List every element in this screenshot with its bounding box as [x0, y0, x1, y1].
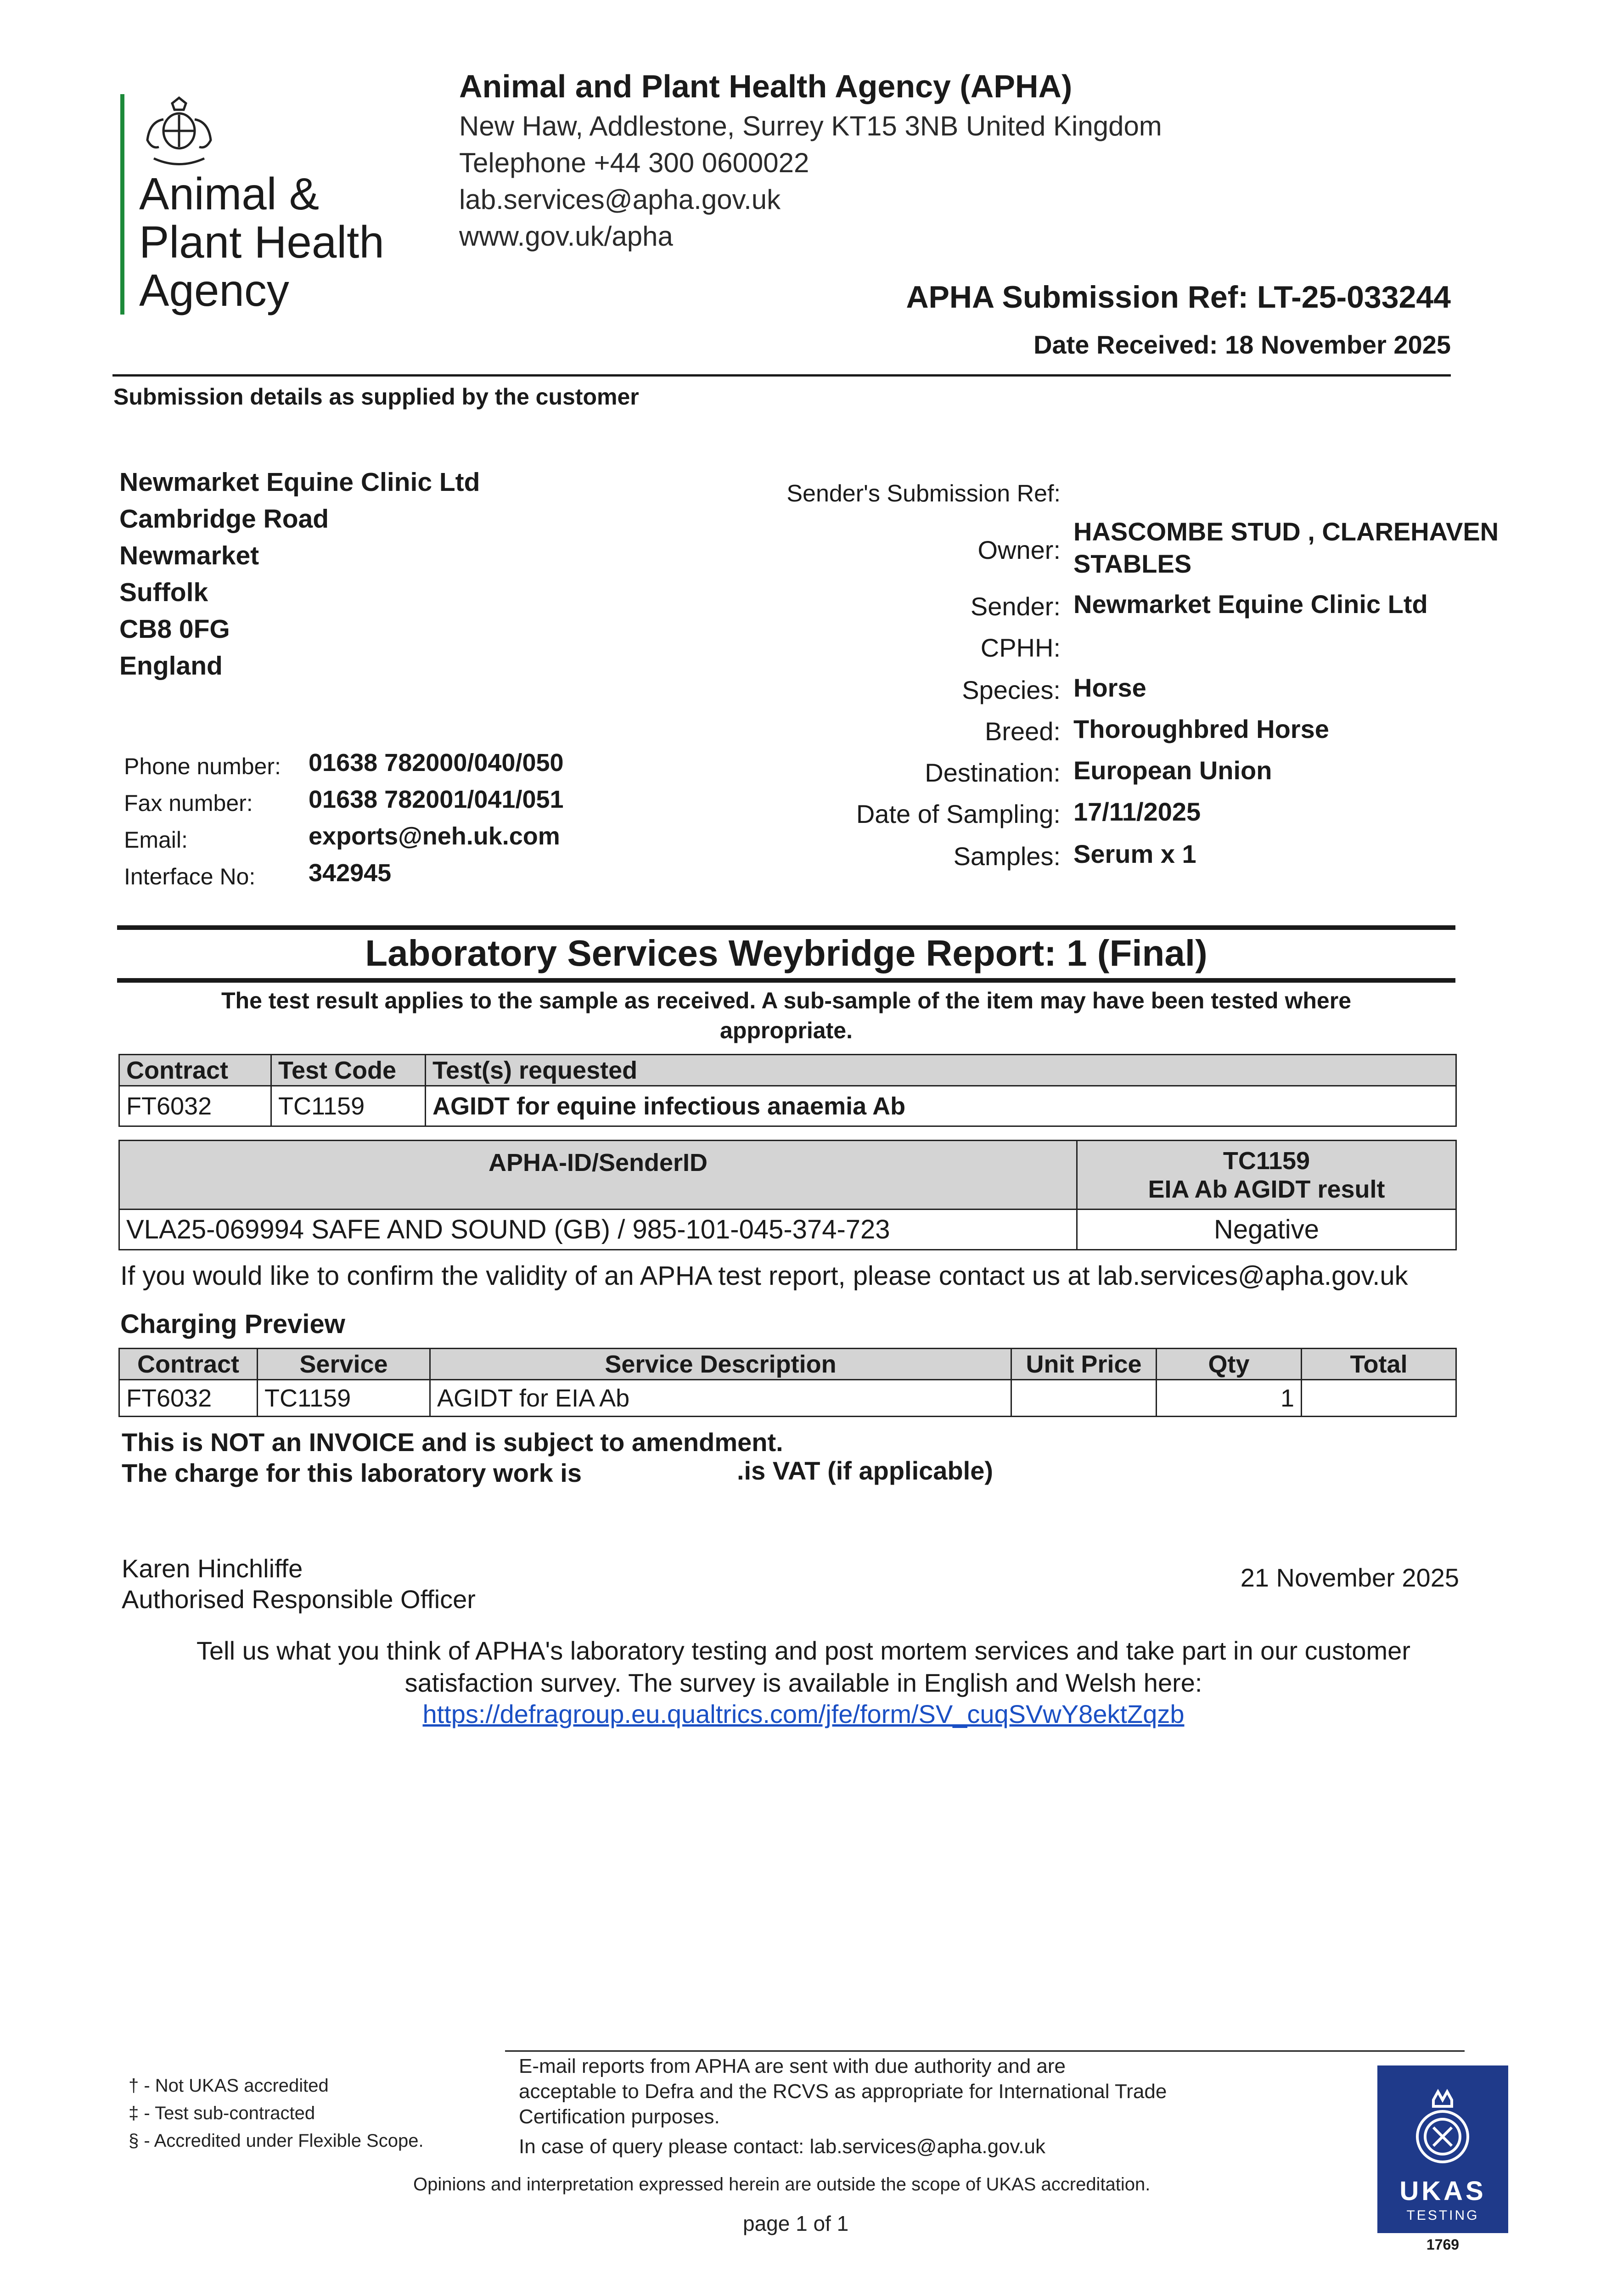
charging-header-contract: Contract — [119, 1349, 258, 1380]
ukas-sub-label: TESTING — [1406, 2208, 1479, 2223]
footer-query: In case of query please contact: lab.services@apha.gov.uk — [519, 2135, 1045, 2158]
fax-label: Fax number: — [124, 790, 253, 816]
charging-header-description: Service Description — [430, 1349, 1011, 1380]
tests-header-requested: Test(s) requested — [426, 1055, 1456, 1086]
survey-link[interactable]: https://defragroup.eu.qualtrics.com/jfe/form/SV_cuqSVwY8ektZqzb — [422, 1699, 1185, 1728]
email-value: exports@neh.uk.com — [309, 822, 560, 850]
breed-value: Thoroughbred Horse — [1073, 715, 1329, 743]
species-value: Horse — [1073, 673, 1146, 702]
owner-value-line-2: STABLES — [1073, 549, 1192, 578]
charge-text: The charge for this laboratory work is — [122, 1458, 582, 1487]
email-label: Email: — [124, 827, 188, 853]
charging-heading: Charging Preview — [120, 1309, 345, 1339]
senders-ref-label: Sender's Submission Ref: — [786, 480, 1061, 507]
footer-email-note: E-mail reports from APHA are sent with due authority and are — [519, 2055, 1066, 2077]
sender-label: Sender: — [970, 592, 1061, 621]
report-rule-bottom — [117, 978, 1455, 983]
sampling-date-label: Date of Sampling: — [856, 799, 1061, 828]
customer-address-line: Suffolk — [119, 578, 208, 607]
breed-label: Breed: — [985, 717, 1061, 746]
charging-cell-description: AGIDT for EIA Ab — [430, 1380, 1011, 1417]
logo-text-line-1: Animal & — [139, 169, 320, 219]
tests-header-contract: Contract — [119, 1055, 271, 1086]
agency-email: lab.services@apha.gov.uk — [459, 184, 781, 215]
footer-email-note: Certification purposes. — [519, 2105, 720, 2128]
tests-cell-test-code: TC1159 — [271, 1086, 426, 1126]
samples-value: Serum x 1 — [1073, 839, 1196, 868]
results-header-result — [1077, 1141, 1456, 1210]
results-value: Negative — [1077, 1210, 1456, 1250]
report-note-line-2: appropriate. — [720, 1018, 853, 1043]
report-rule-top — [117, 925, 1455, 930]
survey-line-2: satisfaction survey. The survey is available in English and Welsh here: — [404, 1668, 1202, 1697]
not-invoice-note: This is NOT an INVOICE and is subject to amendment. — [122, 1428, 783, 1457]
agency-address: New Haw, Addlestone, Surrey KT15 3NB United Kingdom — [459, 111, 1162, 141]
destination-value: European Union — [1073, 756, 1272, 785]
validity-note: If you would like to confirm the validity of an APHA test report, please contact us at lab.services@apha.gov.uk — [120, 1261, 1408, 1291]
customer-address-line: Newmarket Equine Clinic Ltd — [119, 467, 480, 497]
tests-header-test-code: Test Code — [271, 1055, 426, 1086]
charging-cell-service: TC1159 — [258, 1380, 430, 1417]
charging-cell-total — [1302, 1380, 1456, 1417]
owner-value-line-1: HASCOMBE STUD , CLAREHAVEN — [1073, 517, 1499, 546]
charging-cell-contract: FT6032 — [119, 1380, 258, 1417]
charging-header-qty: Qty — [1157, 1349, 1302, 1380]
charging-header-unit-price: Unit Price — [1011, 1349, 1157, 1380]
signatory-name: Karen Hinchliffe — [122, 1554, 303, 1583]
tests-cell-requested: AGIDT for equine infectious anaemia Ab — [426, 1086, 1456, 1126]
customer-address-line: Cambridge Road — [119, 504, 329, 534]
tests-cell-contract: FT6032 — [119, 1086, 271, 1126]
submission-heading: Submission details as supplied by the customer — [113, 384, 639, 410]
ukas-label: UKAS — [1399, 2176, 1486, 2206]
interface-value: 342945 — [309, 859, 392, 887]
royal-crest-icon — [133, 94, 225, 170]
customer-address-line: England — [119, 651, 223, 681]
charging-cell-qty: 1 — [1157, 1380, 1302, 1417]
owner-label: Owner: — [977, 535, 1061, 564]
samples-label: Samples: — [953, 842, 1061, 871]
destination-label: Destination: — [925, 758, 1061, 787]
charging-table — [118, 1348, 1457, 1417]
footer-opinions: Opinions and interpretation expressed herein are outside the scope of UKAS accreditation. — [413, 2174, 1151, 2195]
charging-cell-unit-price — [1011, 1380, 1157, 1417]
ukas-logo — [1377, 2065, 1508, 2233]
fax-value: 01638 782001/041/051 — [309, 786, 564, 813]
phone-value: 01638 782000/040/050 — [309, 749, 564, 777]
cphh-label: CPHH: — [980, 633, 1061, 662]
report-title: Laboratory Services Weybridge Report: 1 (Final) — [365, 933, 1207, 974]
customer-address-line: Newmarket — [119, 541, 259, 570]
date-received: Date Received: 18 November 2025 — [1033, 330, 1451, 359]
results-header-test-name: EIA Ab AGIDT result — [1148, 1175, 1385, 1203]
tests-table — [118, 1054, 1457, 1127]
footer-legend-item: † - Not UKAS accredited — [129, 2076, 329, 2096]
footer-legend-item: § - Accredited under Flexible Scope. — [129, 2131, 424, 2151]
phone-label: Phone number: — [124, 754, 281, 779]
signatory-role: Authorised Responsible Officer — [122, 1585, 476, 1614]
submission-ref: APHA Submission Ref: LT-25-033244 — [906, 280, 1451, 315]
species-label: Species: — [962, 675, 1061, 704]
sampling-date-value: 17/11/2025 — [1073, 797, 1201, 826]
footer-legend-item: ‡ - Test sub-contracted — [129, 2103, 315, 2123]
footer-divider — [505, 2050, 1465, 2052]
agency-website: www.gov.uk/apha — [459, 221, 673, 252]
results-header-id: APHA-ID/SenderID — [119, 1141, 1077, 1210]
charging-header-total: Total — [1302, 1349, 1456, 1380]
charging-header-service: Service — [258, 1349, 430, 1380]
vat-text: .is VAT (if applicable) — [737, 1456, 994, 1485]
results-table — [118, 1140, 1457, 1250]
ukas-crown-icon — [1396, 2086, 1490, 2167]
logo-accent-bar — [120, 94, 124, 315]
report-note-line-1: The test result applies to the sample as received. A sub-sample of the item may have been tested where — [221, 988, 1351, 1013]
results-sample-id: VLA25-069994 SAFE AND SOUND (GB) / 985-101-045-374-723 — [119, 1210, 1077, 1250]
footer-email-note: acceptable to Defra and the RCVS as appropriate for International Trade — [519, 2080, 1167, 2103]
page-number: page 1 of 1 — [743, 2212, 849, 2235]
signature-date: 21 November 2025 — [1240, 1563, 1459, 1592]
sender-value: Newmarket Equine Clinic Ltd — [1073, 590, 1428, 619]
interface-label: Interface No: — [124, 864, 256, 889]
agency-telephone: Telephone +44 300 0600022 — [459, 147, 809, 178]
customer-address-line: CB8 0FG — [119, 614, 230, 644]
results-header-test-code: TC1159 — [1223, 1147, 1310, 1175]
header-divider — [112, 374, 1451, 377]
logo-text-line-2: Plant Health — [139, 217, 384, 267]
agency-name: Animal and Plant Health Agency (APHA) — [459, 68, 1073, 104]
ukas-number: 1769 — [1426, 2236, 1460, 2253]
survey-line-1: Tell us what you think of APHA's laboratory testing and post mortem services and take part in our customer — [197, 1636, 1410, 1665]
logo-text-line-3: Agency — [139, 265, 289, 315]
